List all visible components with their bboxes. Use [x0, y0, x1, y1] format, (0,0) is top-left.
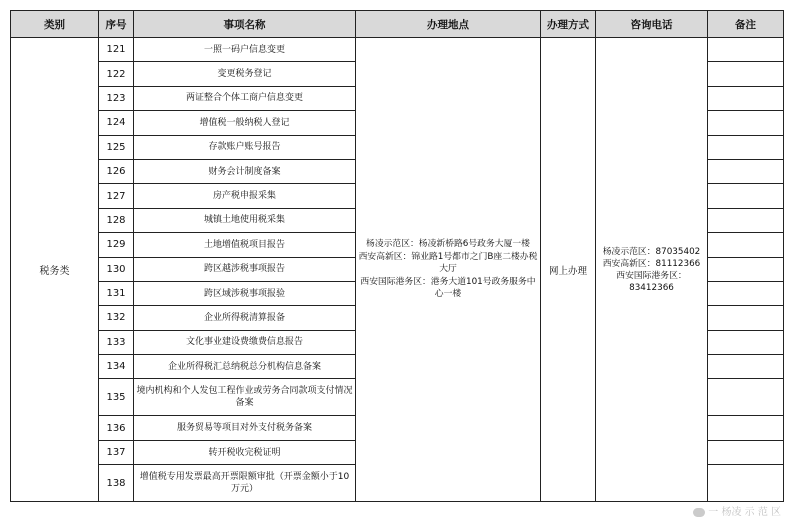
location-line: 杨凌示范区：杨凌新桥路6号政务大厦一楼: [366, 239, 530, 250]
remark-cell: [708, 86, 784, 110]
seq-cell: 134: [99, 355, 134, 379]
header-location: 办理地点: [356, 11, 541, 38]
seq-cell: 133: [99, 330, 134, 354]
table-row: [11, 38, 784, 62]
remark-cell: [708, 355, 784, 379]
remark-cell: [708, 111, 784, 135]
remark-cell: [708, 379, 784, 416]
item-cell: 跨区域涉税事项报验: [134, 281, 356, 305]
remark-cell: [708, 135, 784, 159]
seq-cell: 137: [99, 440, 134, 464]
phone-cell: [596, 38, 708, 502]
wechat-icon: [693, 508, 705, 517]
remark-cell: [708, 62, 784, 86]
item-cell: 变更税务登记: [134, 62, 356, 86]
item-cell: 服务贸易等项目对外支付税务备案: [134, 416, 356, 440]
watermark: [693, 503, 781, 518]
location-line: 西安国际港务区：港务大道101号政务服务中心一楼: [360, 276, 536, 300]
seq-cell: 135: [99, 379, 134, 416]
location-cell: [356, 38, 541, 502]
header-item: 事项名称: [134, 11, 356, 38]
seq-cell: 129: [99, 233, 134, 257]
header-method: 办理方式: [541, 11, 596, 38]
header-category: 类别: [11, 11, 99, 38]
phone-line: 西安国际港务区：83412366: [616, 270, 687, 293]
item-cell: 城镇土地使用税采集: [134, 208, 356, 232]
item-cell: 增值税专用发票最高开票限额审批（开票金额小于10万元）: [134, 465, 356, 502]
method-cell: 网上办理: [541, 38, 596, 502]
item-cell: 跨区越涉税事项报告: [134, 257, 356, 281]
remark-cell: [708, 416, 784, 440]
remark-cell: [708, 281, 784, 305]
seq-cell: 128: [99, 208, 134, 232]
seq-cell: 131: [99, 281, 134, 305]
header-remark: 备注: [708, 11, 784, 38]
item-cell: 财务会计制度备案: [134, 159, 356, 183]
header-phone: 咨询电话: [596, 11, 708, 38]
remark-cell: [708, 233, 784, 257]
item-cell: 土地增值税项目报告: [134, 233, 356, 257]
remark-cell: [708, 306, 784, 330]
seq-cell: 127: [99, 184, 134, 208]
item-cell: 企业所得税清算报备: [134, 306, 356, 330]
table-header-row: [11, 11, 784, 38]
remark-cell: [708, 465, 784, 502]
item-cell: 增值税一般纳税人登记: [134, 111, 356, 135]
item-cell: 一照一码户信息变更: [134, 38, 356, 62]
seq-cell: 126: [99, 159, 134, 183]
item-cell: 两证整合个体工商户信息变更: [134, 86, 356, 110]
remark-cell: [708, 38, 784, 62]
item-cell: 存款账户账号报告: [134, 135, 356, 159]
item-cell: 转开税收完税证明: [134, 440, 356, 464]
remark-cell: [708, 257, 784, 281]
seq-cell: 132: [99, 306, 134, 330]
remark-cell: [708, 184, 784, 208]
tax-items-table: [10, 10, 784, 502]
seq-cell: 121: [99, 38, 134, 62]
remark-cell: [708, 330, 784, 354]
location-line: 西安高新区：锦业路1号都市之门B座二楼办税大厅: [358, 251, 538, 275]
watermark-text: 一 杨凌 示 范 区: [708, 507, 781, 518]
item-cell: 文化事业建设费缴费信息报告: [134, 330, 356, 354]
category-cell: 税务类: [11, 38, 99, 502]
seq-cell: 123: [99, 86, 134, 110]
item-cell: 房产税申报采集: [134, 184, 356, 208]
item-cell: 境内机构和个人发包工程作业或劳务合同款项支付情况备案: [134, 379, 356, 416]
seq-cell: 124: [99, 111, 134, 135]
phone-line: 西安高新区：81112366: [602, 258, 701, 269]
header-seq: 序号: [99, 11, 134, 38]
phone-line: 杨凌示范区：87035402: [602, 246, 701, 257]
seq-cell: 130: [99, 257, 134, 281]
seq-cell: 138: [99, 465, 134, 502]
remark-cell: [708, 159, 784, 183]
seq-cell: 136: [99, 416, 134, 440]
seq-cell: 125: [99, 135, 134, 159]
remark-cell: [708, 208, 784, 232]
item-cell: 企业所得税汇总纳税总分机构信息备案: [134, 355, 356, 379]
seq-cell: 122: [99, 62, 134, 86]
remark-cell: [708, 440, 784, 464]
